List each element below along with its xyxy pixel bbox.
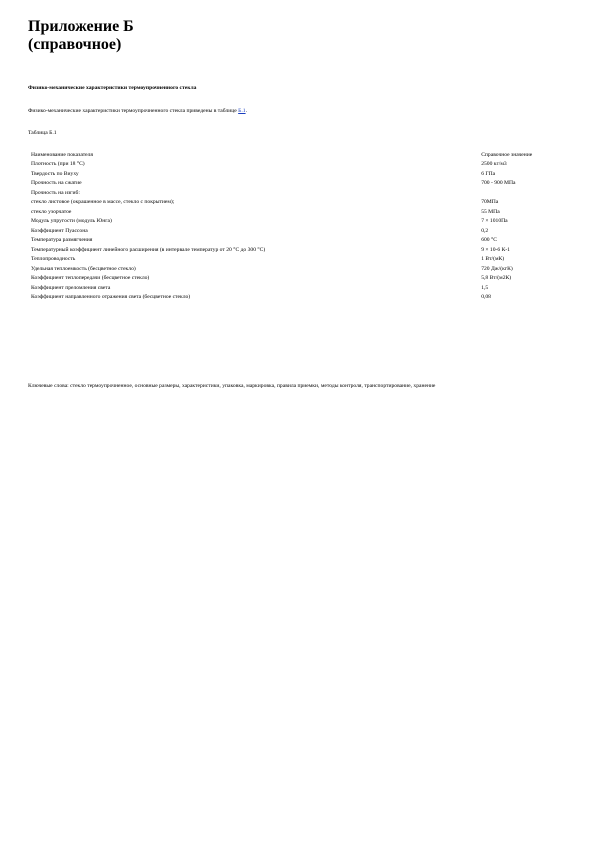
table-row	[28, 188, 538, 198]
row-name-cell: стекло листовое (окрашенное в массе, стекло с покрытием);	[31, 199, 175, 205]
table-row	[28, 198, 538, 208]
row-name-cell: Твердость по Виуху	[31, 170, 79, 177]
characteristics-table	[28, 150, 538, 302]
table-row	[28, 217, 538, 227]
intro-end: .	[245, 108, 247, 114]
document-body	[28, 18, 548, 302]
appendix-title: Приложение Б	[28, 18, 134, 35]
table-row	[28, 274, 538, 284]
table-row	[28, 207, 538, 217]
table-row	[28, 245, 538, 255]
row-name-cell: Теплопроводность	[31, 256, 76, 262]
table-header-row	[28, 150, 538, 160]
table-row	[28, 169, 538, 179]
row-name-cell: Модуль упругости (модуль Юнга)	[31, 218, 112, 224]
row-name-cell: Температурный коэффициент линейного расширения (в интервале температур от 20 °С до 300 °С)	[31, 246, 266, 253]
row-value-cell: 700 - 900 МПа	[481, 180, 516, 186]
row-value-cell: 0,2	[481, 227, 489, 234]
appendix-type: (справочное)	[28, 36, 122, 53]
keywords-paragraph: Ключевые слова: стекло термоупрочненное, основные размеры, характеристики, упаковка, маркировка, правила приемки, методы контроля, транспортирование, хранение	[28, 383, 436, 389]
row-value-cell: 7 × 1010Па	[481, 218, 508, 224]
intro-paragraph	[28, 107, 548, 115]
header-value-cell: Справочное значение	[481, 151, 533, 158]
row-name-cell: Удельная теплоемкость (бесцветное стекло)	[31, 265, 136, 272]
row-name-cell: Температура размягчения	[31, 237, 93, 243]
table-row	[28, 236, 538, 246]
row-value-cell: 55 МПа	[481, 208, 500, 215]
table-row	[28, 160, 538, 170]
row-value-cell: 6 ГПа	[481, 170, 496, 177]
row-name-cell: Плотность (при 18 °С)	[31, 161, 85, 167]
row-name-cell: Коэффициент направленного отражения света (бесцветное стекло)	[31, 294, 191, 300]
appendix-heading	[28, 18, 548, 54]
table-reference-link[interactable]: Б.1	[238, 108, 246, 114]
table-row	[28, 255, 538, 265]
intro-text: Физико-механические характеристики термоупрочненного стекла приведены в таблице	[28, 108, 239, 114]
row-name-cell: Прочность на изгиб:	[31, 189, 80, 196]
table-caption: Таблица Б.1	[28, 130, 57, 136]
row-name-cell: стекло узорчатое	[31, 208, 72, 215]
row-value-cell: 600 °С	[481, 237, 497, 243]
row-name-cell: Прочность на сжатие	[31, 180, 82, 186]
row-value-cell: 70МПа	[481, 199, 499, 205]
row-value-cell: 720 Дж/(кгК)	[481, 265, 513, 272]
table-row	[28, 264, 538, 274]
row-value-cell: 1,5	[481, 284, 489, 291]
row-value-cell	[478, 188, 538, 198]
row-name-cell: Коэффициент теплопередачи (бесцветное стекло)	[31, 275, 150, 281]
row-value-cell: 0,08	[481, 294, 491, 300]
row-name-cell: Коэффициент Пуассона	[31, 227, 88, 234]
table-row	[28, 283, 538, 293]
section-subtitle: Физико-механические характеристики термоупрочненного стекла	[28, 85, 197, 91]
row-value-cell: 9 × 10-6 К-1	[481, 246, 510, 253]
header-name-cell: Наименование показателя	[31, 151, 93, 158]
table-row	[28, 179, 538, 189]
row-value-cell: 5,8 Вт/(м2К)	[481, 275, 512, 281]
row-value-cell: 1 Вт/(мК)	[481, 256, 505, 262]
table-row	[28, 226, 538, 236]
row-value-cell: 2500 кг/м3	[481, 161, 507, 167]
table-row	[28, 293, 538, 303]
row-name-cell: Коэффициент преломления света	[31, 284, 111, 291]
